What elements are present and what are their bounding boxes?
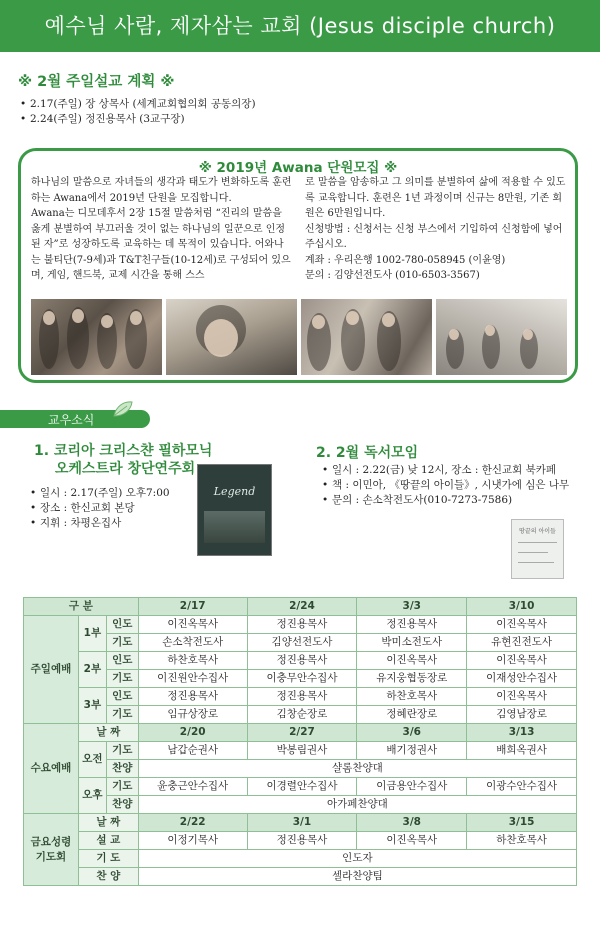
wednesday-service-label: 수요예배	[24, 724, 79, 814]
concert-poster	[197, 464, 272, 556]
role-label: 인도	[106, 616, 138, 634]
table-row	[24, 760, 577, 778]
awana-photo-child	[166, 299, 297, 375]
table-cell: 정진용목사	[357, 616, 467, 634]
date-header: 3/10	[467, 598, 577, 616]
table-cell: 하찬호목사	[357, 688, 467, 706]
table-row	[24, 814, 577, 832]
table-cell: 이정기목사	[138, 832, 247, 850]
afternoon-label: 오후	[78, 778, 106, 814]
table-cell: 하찬호목사	[467, 832, 577, 850]
sunday-service-label: 주일예배	[24, 616, 79, 724]
table-cell: 이진원안수집사	[138, 670, 247, 688]
friday-service-label	[24, 814, 79, 886]
table-cell: 유현진전도사	[467, 634, 577, 652]
table-cell: 유지웅협동장로	[357, 670, 467, 688]
reading-info-list	[320, 463, 595, 508]
table-cell: 김양선전도사	[247, 634, 357, 652]
awana-photo-kids	[301, 299, 432, 375]
book-cover-title: 땅끝의 아이들	[519, 528, 556, 535]
table-row	[24, 670, 577, 688]
table-cell: 박봉림권사	[247, 742, 357, 760]
table-cell: 김창순장로	[247, 706, 357, 724]
date-header: 3/13	[467, 724, 577, 742]
table-cell: 손소착전도사	[138, 634, 247, 652]
awana-recruit-box	[18, 148, 578, 383]
table-cell: 이진옥목사	[357, 832, 467, 850]
table-cell: 이광수안수집사	[467, 778, 577, 796]
date-label: 날 짜	[78, 814, 138, 832]
table-cell: 임규상장로	[138, 706, 247, 724]
awana-photo-strip	[31, 299, 567, 375]
table-cell: 배기정권사	[357, 742, 467, 760]
concert-title	[34, 442, 212, 478]
sermon-plan-section	[18, 70, 578, 127]
morning-label: 오전	[78, 742, 106, 778]
date-header: 3/3	[357, 598, 467, 616]
table-row	[24, 706, 577, 724]
concert-info-list	[28, 486, 198, 531]
table-cell: 이진옥목사	[467, 652, 577, 670]
concert-poster-text: Legend	[213, 485, 256, 498]
header-title: 예수님 사람, 제자삼는 교회 (Jesus disciple church)	[44, 14, 556, 38]
date-header: 2/27	[247, 724, 357, 742]
date-header: 3/1	[247, 814, 357, 832]
table-cell: 배희옥권사	[467, 742, 577, 760]
friday-label-line: 기도회	[35, 850, 67, 863]
concert-title-line: 오케스트라 창단연주회	[55, 461, 196, 477]
awana-contact: 문의 : 김양선전도사 (010-6503-3567)	[305, 270, 480, 281]
date-header: 3/15	[467, 814, 577, 832]
date-header: 3/8	[357, 814, 467, 832]
table-cell: 셀라찬양팀	[138, 868, 576, 886]
list-item: • 책 : 이민아, 《땅끝의 아이들》, 시냇가에 심은 나무	[320, 478, 595, 493]
table-cell: 하찬호목사	[138, 652, 247, 670]
awana-paragraph: 하나님의 말씀으로 자녀들의 생각과 태도가 변화하도록 훈련하는 Awana에서 2019년 단원을 모집합니다.	[31, 177, 292, 204]
table-cell: 남갑순권사	[138, 742, 247, 760]
table-row	[24, 652, 577, 670]
table-row	[24, 796, 577, 814]
table-cell: 박미소전도사	[357, 634, 467, 652]
awana-paragraph: 로 말씀을 암송하고 그 의미를 분별하여 삶에 적용할 수 있도록 교육합니다. 훈련은 1년 과정이며 신규는 8만원, 기존 회원은 6만원입니다.	[305, 177, 566, 219]
table-cell: 정진용목사	[138, 688, 247, 706]
table-cell: 이충무안수집사	[247, 670, 357, 688]
awana-title: ※ 2019년 Awana 단원모집 ※	[198, 160, 398, 176]
book-cover	[511, 519, 564, 579]
list-item: • 일시 : 2.22(금) 낮 12시, 장소 : 한신교회 북카페	[320, 463, 595, 478]
table-row	[24, 868, 577, 886]
table-cell: 이경렬안수집사	[247, 778, 357, 796]
news-section-label: 교우소식	[48, 413, 95, 427]
table-row	[24, 832, 577, 850]
gubun-header: 구 분	[24, 598, 139, 616]
date-header: 2/20	[138, 724, 247, 742]
list-item: • 2.17(주일) 장 상목사 (세계교회협의회 공동의장)	[18, 97, 578, 112]
list-item: • 2.24(주일) 정진용목사 (3교구장)	[18, 112, 578, 127]
reading-title: 2. 2월 독서모임	[316, 445, 419, 461]
list-item: • 장소 : 한신교회 본당	[28, 501, 198, 516]
table-row	[24, 742, 577, 760]
service-part-label: 2부	[78, 652, 106, 688]
table-cell: 정진용목사	[247, 832, 357, 850]
role-label: 찬양	[106, 760, 138, 778]
table-cell: 이진옥목사	[467, 688, 577, 706]
role-label: 찬 양	[78, 868, 138, 886]
awana-photo-group	[31, 299, 162, 375]
table-cell: 김영남장로	[467, 706, 577, 724]
table-cell: 정진용목사	[247, 688, 357, 706]
date-label: 날 짜	[78, 724, 138, 742]
awana-right-column	[305, 175, 567, 284]
date-header: 2/24	[247, 598, 357, 616]
role-label: 찬양	[106, 796, 138, 814]
list-item: • 문의 : 손소착전도사(010-7273-7586)	[320, 493, 595, 508]
table-cell: 이재성안수집사	[467, 670, 577, 688]
date-header: 3/6	[357, 724, 467, 742]
role-label: 인도	[106, 652, 138, 670]
awana-account: 계좌 : 우리은행 1002-780-058945 (이윤영)	[305, 254, 506, 266]
table-cell: 이금용안수집사	[357, 778, 467, 796]
role-label: 설 교	[78, 832, 138, 850]
service-schedule-table	[23, 597, 577, 886]
date-header: 2/22	[138, 814, 247, 832]
awana-text-columns	[31, 175, 567, 284]
table-row	[24, 598, 577, 616]
friday-label-line: 금요성령	[30, 835, 72, 848]
table-cell: 이진옥목사	[357, 652, 467, 670]
table-row	[24, 724, 577, 742]
table-cell: 정진용목사	[247, 616, 357, 634]
table-row	[24, 850, 577, 868]
date-header: 2/17	[138, 598, 247, 616]
role-label: 기도	[106, 706, 138, 724]
role-label: 기도	[106, 634, 138, 652]
header-banner	[0, 0, 600, 52]
table-cell: 정진용목사	[247, 652, 357, 670]
role-label: 기도	[106, 778, 138, 796]
table-cell: 윤충근안수집사	[138, 778, 247, 796]
table-cell: 이진옥목사	[467, 616, 577, 634]
leaf-icon	[112, 400, 134, 418]
table-row	[24, 616, 577, 634]
list-item: • 지휘 : 차평온집사	[28, 516, 198, 531]
table-row	[24, 688, 577, 706]
sermon-plan-title: ※ 2월 주일설교 계획 ※	[18, 74, 175, 90]
awana-paragraph: Awana는 디모데후서 2장 15절 말씀처럼 “진리의 말씀을 옳게 분별하여 부끄러울 것이 없는 하나님의 일꾼으로 인정된 자”로 성장하도록 교육하는 데 목적이 있습니다. 어와나는 불티단(7-9세)과 T&T친구들(10-12세)로 구성되어 있으며, 게임, 핸드북, 교제 시간을 통해 스스	[31, 208, 291, 281]
list-item: • 일시 : 2.17(주일) 오후7:00	[28, 486, 198, 501]
awana-left-column	[31, 175, 293, 284]
service-part-label: 3부	[78, 688, 106, 724]
table-row	[24, 634, 577, 652]
concert-title-line: 1. 코리아 크리스챤 필하모닉	[34, 443, 213, 459]
service-part-label: 1부	[78, 616, 106, 652]
role-label: 기 도	[78, 850, 138, 868]
awana-photo-classroom	[436, 299, 567, 375]
role-label: 기도	[106, 742, 138, 760]
table-row	[24, 778, 577, 796]
table-cell: 인도자	[138, 850, 576, 868]
sermon-plan-list	[18, 97, 578, 127]
table-cell: 아가페찬양대	[138, 796, 576, 814]
role-label: 인도	[106, 688, 138, 706]
table-cell: 이진옥목사	[138, 616, 247, 634]
table-cell: 정혜란장로	[357, 706, 467, 724]
awana-paragraph: 신청방법 : 신청서는 신청 부스에서 기입하여 신청함에 넣어주십시오.	[305, 223, 563, 250]
role-label: 기도	[106, 670, 138, 688]
table-cell: 샬롬찬양대	[138, 760, 576, 778]
